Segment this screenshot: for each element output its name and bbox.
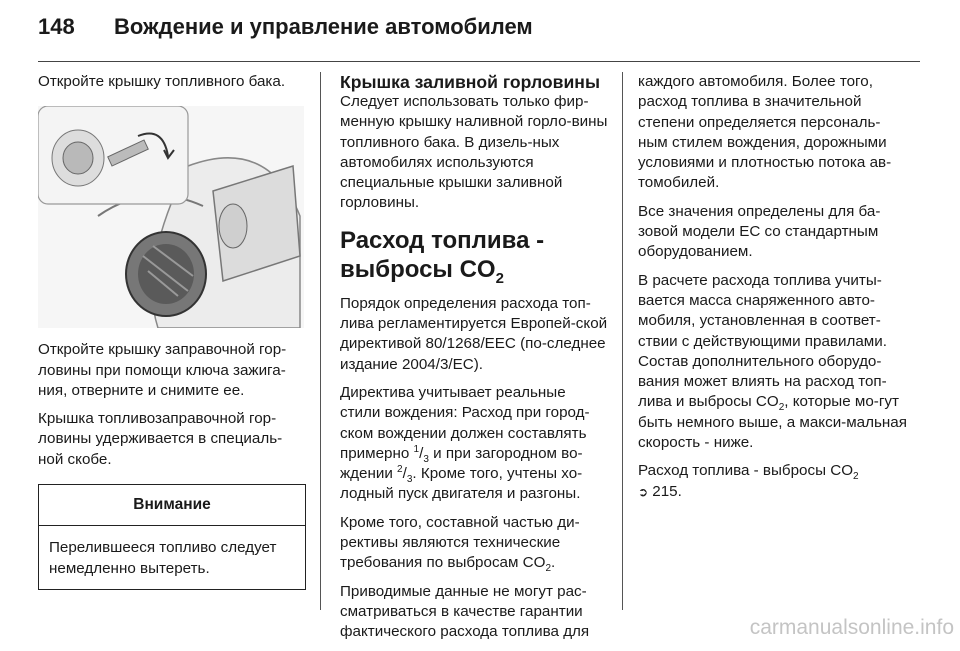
instruction-cap-holder: Крышка топливозаправочной гор-ловины удерживается в специаль-ной скобе. bbox=[38, 410, 283, 468]
filler-cap-text: Следует использовать только фир-менную крышку наливной горло-вины топливного бака. В дизель-ных автомобилях используются специальные крышки заливной горловины. bbox=[340, 93, 608, 212]
page-ref-icon: ➲ bbox=[638, 484, 649, 499]
emissions-requirements-text: Кроме того, составной частью ди-рективы являются технические требования по выбросам $CO_2$. bbox=[340, 513, 580, 575]
instruction-open-cap: Откройте крышку заправочной гор-ловины при помощи ключа зажига-ния, отверните и снимите ее. bbox=[38, 341, 287, 399]
directive-text: Порядок определения расхода топ-лива регламентируется Европей-ской директивой 80/1268/ЕЕС (по-следнее издание 2004/3/ЕС). bbox=[340, 294, 608, 373]
page-header bbox=[38, 14, 533, 50]
page-number: 148 bbox=[38, 14, 75, 39]
personal-style-text: каждого автомобиля. Более того, расход топлива в значительной степени определяется персональ-ным стилем вождения, дорожными условиями и плотностью потока ав-томобилей. bbox=[638, 73, 892, 192]
column-divider-1 bbox=[320, 72, 321, 610]
mass-calculation-text: В расчете расхода топлива учиты-вается масса снаряженного авто-мобиля, установленная в соответ-ствии с действующими правилами. Состав дополнительного оборудо-вания может влиять на расход топ-лива и выбросы $CO_2$, которые мо-гут быть немного выше, а макси-мальная скорость - ниже. bbox=[638, 271, 907, 452]
column-2 bbox=[340, 72, 608, 651]
notice-body: Перелившееся топливо следует немедленно вытереть. bbox=[49, 539, 277, 577]
fuel-cap-illustration bbox=[38, 106, 304, 328]
header-rule bbox=[38, 61, 920, 62]
guarantee-text: Приводимые данные не могут рас-сматриваться в качестве гарантии фактического расхода топлива для bbox=[340, 582, 590, 641]
notice-title: Внимание bbox=[39, 485, 305, 526]
driving-styles-text: Директива учитывает реальные стили вождения: Расход при город-ском вождении должен составлять примерно $^1/_3$ и при загородном во-ждении $^2/_3$. Кроме того, учтены хо-лодный пуск двигателя и разгоны. bbox=[340, 383, 590, 503]
notice-box bbox=[38, 484, 306, 590]
column-3 bbox=[638, 72, 908, 510]
base-model-text: Все значения определены для ба-зовой модели ЕС со стандартным оборудованием. bbox=[638, 202, 881, 261]
page-ref-link[interactable]: 215. bbox=[648, 482, 682, 500]
chapter-title: Вождение и управление автомобилем bbox=[114, 14, 533, 39]
section-heading-filler-cap: Крышка заливной горловины bbox=[340, 72, 600, 92]
intro-text: Откройте крышку топливного бака. bbox=[38, 73, 286, 90]
watermark: carmanualsonline.info bbox=[749, 616, 954, 639]
section-heading-fuel-consumption: Расход топлива - выбросы $CO_2$ bbox=[340, 226, 545, 287]
cross-reference: Расход топлива - выбросы $CO_2$ ➲ 215. bbox=[638, 462, 859, 500]
column-divider-2 bbox=[622, 72, 623, 610]
column-1 bbox=[38, 72, 306, 590]
